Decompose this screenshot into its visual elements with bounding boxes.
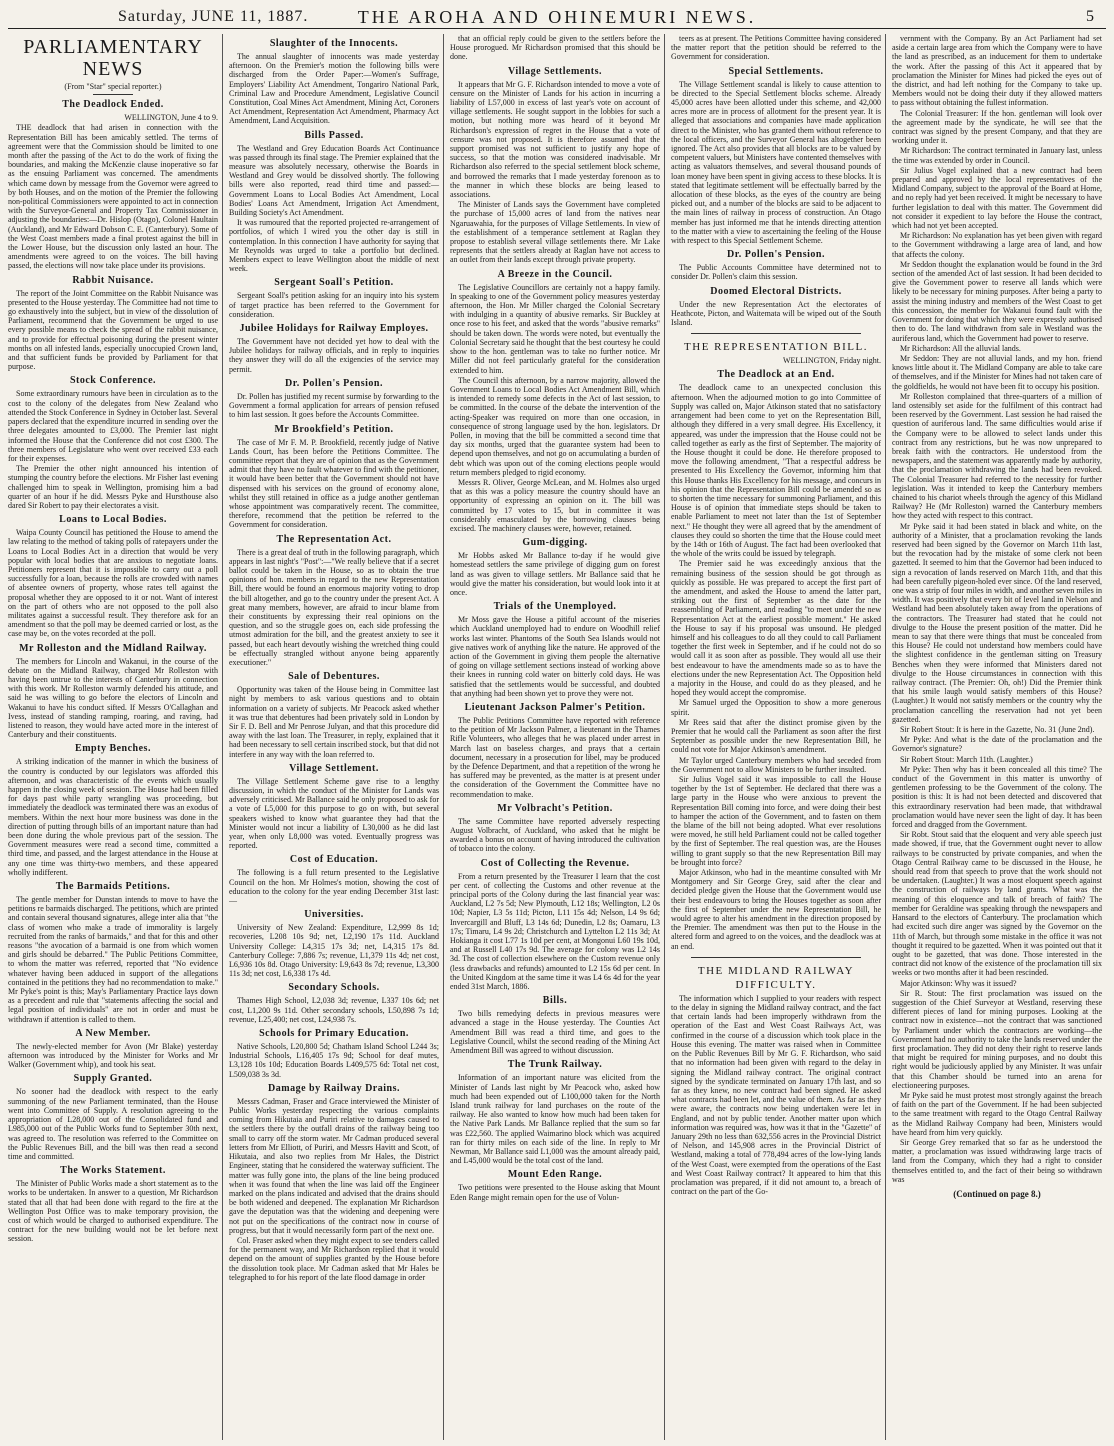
article-text: The same Committee have reported adversely respecting August Volbracht, of Auckland, who asked that he might be awarded a bonus on account of having introduced the cultivation of tobacco into the colony.	[450, 816, 660, 854]
article-heading: Village Settlements.	[507, 65, 603, 77]
article-text: The Village Settlement scandal is likely to cause attention to be directed to the Special Settlement blocks scheme. Already 45,000 acres have been allotted under this scheme, and 42,000 acres more are in process of allotment for the present year. It is alleged that associations and companies have made application direct to the Minister, who has granted them without reference to the local officers, and the Surveyor General has altogether been ignored. The Act also provides that all blocks are to be valued by competent valuers, but Ministers have contented themselves with acting as valuators themselves, and several thousand pounds of loan money have been spent in giving access to these blocks. It is stated that legitimate settlement will be effectually barred by the allocation of these blocks, as the eyes of the country are being picked out, and a number of the blocks are said to be adjacent to the main lines of railway in process of construction. An Otago member has just informed me that he intends directing attention to the matter with a view to ascertaining the feeling of the House with respect to this Special Settlement Scheme.	[671, 79, 881, 246]
article-text: Mr Hobbs asked Mr Ballance to-day if he would give homestead settlers the same privilege of digging gum on forest land as was given to village settlers. Mr Ballance said that he would give the matter his consideration, but would look into it at once.	[450, 551, 660, 597]
section-heading: THE MIDLAND RAILWAY DIFFICULTY.	[697, 964, 855, 991]
article-text: Sir Robt. Stout said that the eloquent and very able speech just made showed, if true, that the Government ought never to allow railways to be constructed by private companies, and when the Otago Central Railway came to be discussed in the House, he should read from that speech to prove that the work should not be undertaken. (Laughter.) It was a most eloquent speech against the construction of railways by land grants. What was the meaning of this eloquence and talk of breach of faith? The member for Geraldine was speaking through the newspapers and Hansard to the electors of Canterbury. The proclamation which had excited such dire anger was signed by the Governor on the 11th of March, but through some mistake in the office it was not thought it required to be gazetted. When it was pointed out that it ought to be gazetted, that was done. Those interested in the contract did not know of the existence of the proclamation till six weeks or two months after it had been rescinded.	[892, 830, 1102, 978]
article-text: It was rumoured that the reported projected re-arrangement of portfolios, of which I wired you the other day is still in contemplation. In this connection I have authority for saying that Mr Reynolds was urged to take a portfolio but declined. Members expect to leave Wellington about the middle of next week.	[229, 218, 439, 274]
article-heading: The Deadlock at an End.	[717, 369, 835, 381]
article-heading: Gum-digging.	[522, 537, 588, 549]
article-heading: The Barmaids Petitions.	[55, 881, 171, 893]
article-heading: Schools for Primary Education.	[259, 1028, 409, 1040]
article-heading: Trials of the Unemployed.	[493, 601, 617, 613]
article-text: The Minister of Lands says the Government have completed the purchase of 15,000 acres of land from the natives near Ngaruawahia, for the purposes of Village Settlements. In view of the establishment of a temperance settlement at Raglan they propose to establish several village settlements there. Mr Lake represents that the settlers already at Raglan have not access to an outlet from their lands except through private property.	[450, 200, 660, 265]
article-text: Mr Seddon: They are not alluvial lands, and my hon. friend knows little about it. The Midland Company are able to take care of themselves, and if the Minister for Mines had not taken care of the goldfields, he would not have been fit to occupy his position.	[892, 353, 1102, 391]
article-text: There is a great deal of truth in the following paragraph, which appears in last night's "Post":—"We really believe that if a secret ballot could be taken in the House, so as to obtain the true opinions of hon. members in regard to the new Representation Bill, there would be found an enormous majority voting to drop the bill altogether, and go to the country under the present Act. A great many members, however, are afraid to incur blame from their constituents by expressing their real opinions on the question, and so the struggle goes on, each side professing the utmost admiration for the bill, and the greatest anxiety to see it passed, but each heart devoutly wishing the wretched thing could be effectually strangled without anyone being apparently executioner."	[229, 547, 439, 667]
column-4	[671, 34, 886, 1440]
article-text: The Minister of Public Works made a short statement as to the works to be undertaken. In answer to a question, Mr Richardson stated that all that had been done with regard to the fire at the Wellington Post Office was to make temporary provision, the cost of which would be charged to authorised expenditure. The contract for the new building would not be let before next session.	[8, 1179, 218, 1244]
article-text: The Public Accounts Committee have determined not to consider Dr. Pollen's claim this session.	[671, 263, 881, 282]
article-heading: Jubilee Holidays for Railway Employes.	[239, 323, 429, 335]
article-heading: Damage by Railway Drains.	[268, 1082, 400, 1094]
dateline: WELLINGTON, June 4 to 9.	[124, 113, 218, 123]
article-text: Two bills remedying defects in previous measures were advanced a stage in the House yesterday. The Counties Act Amendment Bill was read a third time, and goes to the Legislative Council, whilst the second reading of the Mining Act Amendment Bill was agreed to without discussion.	[450, 1009, 660, 1056]
article-text: Information of an important nature was elicited from the Minister of Lands last night by Mr Peacock who, asked how much had been expended out of L100,000 taken for the North Island trunk railway for land purchases on the route of the railway. He also wanted to know how much had been taken for the Native Park Lands. Mr Ballance replied that the sum so far was £22,560. The applied Waimarino block which was acquired ran for thirty miles on each side of the line. In reply to Mr Newman, Mr Ballance said L1,000 was the amount already paid, and L45,000 would be the total cost of the land.	[450, 1073, 660, 1166]
article-text: The Premier said he was exceedingly anxious that the remaining business of the session should be got through as quickly as possible. He was prepared to accept the first part of the amendment, and asked the House to amend the latter part, striking out the first of September as the date for the reassembling of Parliament, and reading "to meet under the new Representation Act at the earliest possible moment." He asked the House to say if his proposal was unsound. He pledged himself and his colleagues to do all they could to call Parliament together the first week in September, and if he could not do so would call it as soon after as possible. They would all use their best endeavour to have the amendments made so as to have the elections under the new Representation Act. The Opposition held a majority in the House, and could do as they pleased, and he hoped they would accept the compromise.	[671, 559, 881, 698]
article-heading: The Representation Act.	[276, 533, 392, 545]
article-text: Sergeant Soall's petition asking for an inquiry into his system of target practice has been referred to the Government for consideration.	[229, 291, 439, 319]
article-text: Some extraordinary rumours have been in circulation as to the cost to the colony of the delegates from New Zealand who attended the Stock Conference in Sydney in October last. Several papers declared that the expenditure incurred in sending over the three delegates amounted to £3,000. The Premier last night informed the House that the Conference did not cost £300. The three members of Legislature who went over received £33 each for their expenses.	[8, 389, 218, 463]
article-text: The case of Mr F. M. P. Brookfield, recently judge of Native Lands Court, has been before the Petitions Committee. The committee report that they are of opinion that as the Government admit that they have no fault whatever to find with the petitioner, it would have been better that the Government should not have dispensed with his services on the ground of economy alone, whilst they still retained in office as a judge another gentleman whose appointment was comparatively recent. The committee, therefore, recommend that the petition be referred to the Government for consideration.	[229, 437, 439, 530]
article-heading: Village Settlement.	[289, 762, 379, 774]
article-text: A striking indication of the manner in which the business of the country is conducted by our legislators was afforded this afternoon, and was characteristic of the events which usually happen in the closing week of session. The House had been filled for days past while party wrangling was proceeding, but immediately the deadlock was terminated there was an exodus of members. Within the next hour more business was done in the direction of putting through bills of an important nature than had been done during the whole previous part of the session. The Government measures were read a second time, committed a third time, and passed, and the largest attendance in the House at any one time was thirty-two members, and these appeared wholly indifferent.	[8, 757, 218, 877]
article-heading: Lieutenant Jackson Palmer's Petition.	[464, 702, 646, 713]
article-text: It appears that Mr G. F. Richardson intended to move a vote of censure on the Minister of Lands for his action in incurring a liability of L57,000 in excess of last year's vote on account of village settlements. He sought support in the lobbies for such a motion, but nothing more was heard of it beyond Mr Richardson's expression of regret in the House that a vote of censure was not proposed. It is therefore assumed that the support promised was not sufficient to justify any hope of success, so that the motion was considered inadvisable. Mr Richardson also referred to the special settlement block scheme, and borrowed the remarks that I made yesterday forenoon as to the manner in which these blocks are being leased to associations.	[450, 79, 660, 200]
article-heading: Special Settlements.	[728, 65, 824, 77]
article-text: Under the new Representation Act the electorates of Heathcote, Picton, and Waitemata will be wiped out of the South Island.	[671, 299, 881, 328]
article-text: Mr Richardson: All the alluvial lands.	[900, 343, 1021, 353]
article-text: Native Schools, L20,800 5d; Chatham Island School L244 3s; Industrial Schools, L16,405 17s 9d; School for deaf mutes, L3,128 10s 10d; Education Boards L409,575 6d: Total net cost, L509,038 3s 3d.	[229, 1042, 439, 1079]
article-text: Messrs Cadman, Fraser and Grace interviewed the Minister of Public Works yesterday respecting the various complaints coming from Hikutaia and Puriri relative to damages caused to the settlers there by the outfall drains of the railway being too small to carry off the storm water. Mr Cadman produced several letters from Mr Elliott, of Puriri, and Messrs Havitt and Scott, of Hikutaia, and also two replies from Mr Hales, the District Engineer, stating that he considered the waterway sufficient. The matter was fully gone into, the plans of the line being produced when it was found that when the line was laid off the Engineer marked on the plans indicated and advised that the drains should be both widened and deepened. The explanation Mr Richardson gave the deputation was that the widening and deepening were not put on the specifications of the contract now in course of progress, but that it would necessarily form part of the next one.	[229, 1096, 439, 1235]
article-text: teers as at present. The Petitions Committee having considered the matter report that the petition should be referred to the Government for consideration.	[671, 34, 881, 62]
issue-date: Saturday, JUNE 11, 1887.	[118, 8, 309, 25]
article-text: Mr Samuel urged the Opposition to show a more generous spirit.	[671, 698, 881, 717]
article-text: Two petitions were presented to the House asking that Mount Eden Range might remain open for the use of Volun-	[450, 1183, 660, 1202]
article-text: Mr Pyke: Then why has it been concealed all this time? The conduct of the Government in this matter is unworthy of gentlemen professing to be the Government of the colony. The position is this: It is had not been detected and discovered that this extraordinary reservation had been made, that withdrawal proclamation would have never seen the light of day. It has been forced and dragged from the Government.	[892, 764, 1102, 830]
divider	[691, 333, 861, 334]
article-text: THE deadlock that had arisen in connection with the Representation Bill has been amicably settled. The terms of agreement were that the Commission should be limited to one month after the passing of the Act to do the work of fixing the boundaries, and making the McKenzie clause inoperative so far as the ensuing Parliament was concerned. The amendments which came down by message from the Governor were agreed to by both Houses, and on the motion of the Premier the following non-political Commissioners were appointed to act in connection with the Surveyor-General and Property Tax Commissioner in adjusting the boundaries:—Dr. Hislop (Otago), Colonel Haultain (Auckland), and Mr Edward Dobson C. E. (Canterbury). Some of the West Coast members made a final protest against the bill in the Lower House, but the discussion only lasted an hour. The amendments were agreed to on the voices. The bill having passed, the elections will now take place under its provisions.	[8, 123, 218, 271]
article-text: University of New Zealand: Expenditure, L2,999 8s 1d; recoveries, L208 10s 9d; net, L2,190 17s 11d. Auckland University College: L4,315 17s 3d; net, L4,315 17s 8d. Canterbury College: 7,886 7s; revenue, L1,379 11s 4d; net cost, L6,936 10s 8d. Otago University: L9,643 8s 7d; revenue, L3,300 11s 3d; net cost, L6,338 17s 4d.	[229, 923, 439, 979]
article-heading: Secondary Schools.	[288, 982, 380, 994]
divider	[691, 957, 861, 958]
article-text: The members for Lincoln and Wakanui, in the course of the debate on the Midland Railway, charged Mr Rolleston with having been untrue to the interests of Canterbury in connection with this work. Mr Rolleston warmly defended his attitude, and said he was willing to go before the electors of Lincoln and Wakanui to have his conduct sifted. If Messrs O'Callaghan and Ivess, instead of standing ramping, roaring, and raving, had listened to reason, they would have acted more in the interest of Canterbury and their constituents.	[8, 656, 218, 740]
article-heading: Bills Passed.	[304, 129, 364, 141]
article-text: vernment with the Company. By an Act Parliament had set aside a certain large area from which the Company were to have the land as prescribed, as an inducement for them to undertake the work. After the passing of this Act it appeared that by proclamation the Minister for Mines had picked the eyes out of the district, and had left nothing for the Company to take up. Members would not be doing their duty if they allowed matters to pass without obtaining the fullest information.	[892, 34, 1102, 108]
article-text: Mr Seddon thought the explanation would be found in the 3rd section of the amended Act of last session. It had been decided to give the Government power to reserve all lands which were likely to be necessary for mining purposes. After being a party to assist the mining industry and members of the West Coast to get this concession, the member for Wakanui found fault with the Government for doing that which they were expressly authorised then to do. The land withdrawn from sale in Westland was the auriferous land, which the Government had power to reserve.	[892, 259, 1102, 343]
article-heading: Mr Volbracht's Petition.	[497, 802, 613, 814]
article-heading: Rabbit Nuisance.	[72, 274, 154, 286]
newspaper-page	[8, 6, 1106, 1440]
article-text: Sir Julius Vogel explained that a new contract had been prepared and approved by the local representatives of the Midland Company, subject to the approval of the Board at Home, and no reply had yet been received. It might be necessary to have further legislation to deal with this matter. The Government did not consider it expedient to lay before the House the contract, which had not yet been accepted.	[892, 165, 1102, 231]
article-heading: A Breeze in the Council.	[497, 268, 613, 280]
article-heading: Sergeant Soall's Petition.	[274, 277, 394, 289]
article-heading: Supply Granted.	[73, 1073, 153, 1085]
article-text: Mr Rolleston complained that three-quarters of a million of land ostensibly set aside for the fulfilment of this contract had been reserved by the Government. Last session he had raised the question of auriferous land. The same difficulties would arise if the Company were to be allowed to select lands under this contract from any restrictions, but he was now unprepared to break faith with the contractors. He understood from the newspapers, and the statement was apparently made by authority, that the proclamation withdrawing the lands had been revoked. The Colonial Treasurer had referred to the necessity for further legislation. Was it intended to keep the Canterbury members chained to his chariot wheels through the agency of this Midland Railway? He (Mr Rolleston) warned the Canterbury members how they acted with respect to this contract.	[892, 391, 1102, 521]
column-3	[450, 34, 665, 1440]
article-text: The Premier the other night announced his intention of stumping the country before the elections. Mr Fisher last evening challenged him to speak in Wellington, promising him a bad quarter of an hour if he did. Messrs Pyke and Hursthouse also dared Sir Robert to pay their electorates a visit.	[8, 464, 218, 510]
section-title: PARLIAMENTARY NEWS	[23, 36, 203, 80]
article-text: The Public Petitions Committee have reported with reference to the petition of Mr Jackson Palmer, a lieutenant in the Thames Rifle Volunteers, who alleges that he was placed under arrest in March last on baseless charges, and prays that a certain document, necessary in a prosecution for libel, may be produced by the Defence Department, and that a repetition of the wrong he has suffered may be prevented, as the matter is at present under the consideration of the Government the Committee have no recommendation to make.	[450, 716, 660, 799]
page-number: 5	[1086, 8, 1094, 25]
article-text: The Council this afternoon, by a narrow majority, allowed the Government Loans to Local Bodies Act Amendment Bill, which is intended to remedy some defects in the Act of last session, to be committed. In the course of the debate the intervention of the acting-Speaker was required on more than one occasion, in consequence of strong language used by the hon. legislators. Dr Pollen, in moving that the bill be committed a second time that day six months, urged that the guarantee system had been to depend upon themselves, and not go on accumulating a burden of debt which was upon out of the coming elections people would return members pledged to rigid economy.	[450, 375, 660, 477]
article-text: The newly-elected member for Avon (Mr Blake) yesterday afternoon was introduced by the Minister for Works and Mr Walker (Government whip), and took his seat.	[8, 1041, 218, 1070]
article-text: Waipa County Council has petitioned the House to amend the law relating to the method of taking polls of ratepayers under the Loans to Local Bodies Act in a direction that would be very popular with local bodies that are anxious to negotiate loans. Petitioners represent that it is impossible to carry out a poll successfully for a loan, because the rolls are crowded with names of absentee owners of property, whose rates tell against the proposal whether they are opposed to it or not. Want of interest on the part of others who are not opposed to the poll also militates against a successful result. They therefore ask for an amendment so that the poll may be deemed carried or lost, as the case may be, on the votes recorded at the poll.	[8, 528, 218, 639]
article-text: No sooner had the deadlock with respect to the early summoning of the new Parliament terminated, than the House went into Committee of Supply. A resolution agreeing to the appropriation of L28,000 out of the Consolidated fund and L985,000 out of the Public Works fund to September 30th next, was agreed to. The resolution was referred to the Committee on the Public Revenues Bill, and the bill was then read a second time and committed.	[8, 1087, 218, 1161]
article-heading: Dr. Pollen's Pension.	[285, 377, 383, 389]
article-text: The following is a full return presented to the Legislative Council on the hon. Mr Holmes's motion, showing the cost of education to the colony for the year ending December 31st last:—	[229, 868, 439, 906]
article-heading: The Trunk Railway.	[507, 1059, 603, 1071]
article-text: The Government have not decided yet how to deal with the Jubilee holidays for railway officials, and in reply to inquiries they answer they will do all the exigencies of the service may permit.	[229, 337, 439, 374]
article-text: Dr. Pollen has justified my recent surmise by forwarding to the Government a formal application for arrears of pension refused to him last session. It goes before the Accounts Committee.	[229, 391, 439, 420]
article-heading: Dr. Pollen's Pension.	[727, 249, 825, 261]
column-2	[229, 34, 444, 1440]
article-text: From a return presented by the Treasurer I learn that the cost per cent. of collecting the Customs and other revenue at the principal ports of the Colony during the last financial year was: Auckland, L2 7s 5d; New Plymouth, L12 18s; Wellington, L2 0s 10d; Napier, L3 5s 11d; Picton, L11 15s 4d; Nelson, L4 9s 6d; Invercargill and Bluff, L3 14s 6d; Dunedin, L2 8s; Oamaru, L3 17s; Timaru, L4 9s 2d; Christchurch and Lyttelton L2 11s 3d; At Hokianga it cost L77 1s 10d per cent, at Mongonui L60 19s 10d, and at Russell L40 17s 9d. The average for colony was L2 14s 3d. The cost of collection elsewhere on the Custom revenue only (less drawbacks and refunds) amounted to L2 15s 6d per cent. In the United Kingdom at the same time it was L4 6s 4d for the year ended 31st March, 1886.	[450, 871, 660, 992]
column-1	[8, 34, 223, 1440]
article-text: Opportunity was taken of the House being in Committee last night by members to ask various questions and to obtain information on a variety of subjects. Mr Peacock asked whether it was true that debentures had been privately sold in London by Sir F. D. Bell and Mr Penrose Julyan, and that this procedure did away with the last loan. The Treasurer, in reply, explained that it had been necessary to sell certain inscribed stock, but that did not interfere in any way with the loan referred to.	[229, 685, 439, 759]
article-heading: Doomed Electoral Districts.	[710, 285, 842, 297]
article-heading: The Deadlock Ended.	[62, 99, 164, 111]
article-text: Mr Moss gave the House a pitiful account of the miseries which Auckland unemployed had to endure on Woodhill relief works last winter. Phantoms of the South Sea Islands would not give natives work of anything like the nature. He approved of the action of the Government in giving them people the alternative of going on village settlement sections instead of working above their knees in running cold water on bitterly cold days. He was satisfied that the settlements would be successful, and doubted that anything had been shown yet to prove they were not.	[450, 615, 660, 698]
article-text: Sir George Grey remarked that so far as he understood the matter, a proclamation was issued withdrawing large tracts of land from the Company, which they had a right to consider themselves entitled to, and the fact of their being so withdrawn was	[892, 1137, 1102, 1184]
column-5	[892, 34, 1106, 1440]
article-text: The report of the Joint Committee on the Rabbit Nuisance was presented to the House yesterday. The Committee had not time to go exhaustively into the subject, but in view of the dissolution of Parliament, recommend that the Government be urged to use every possible means to check the spread of the rabbit nuisance, and to provide for effectual poisoning during the present winter months on all infested lands, especially unoccupied Crown land, and that sufficient funds be provided by Parliament for that purpose.	[8, 288, 218, 372]
columns	[8, 34, 1106, 1440]
source-note: (From "Star" special reporter.)	[64, 82, 162, 91]
article-heading: Cost of Collecting the Revenue.	[480, 857, 630, 869]
article-heading: Empty Benches.	[75, 743, 151, 755]
article-text: Col. Fraser asked when they might expect to see tenders called for the permanent way, and Mr Richardson replied that it would depend on the amount of supplies granted by the House before the dissolution took place. Mr Cadman asked that Mr Hales be telegraphed to for his report of the late flood damage in order	[229, 1235, 439, 1282]
article-heading: A New Member.	[75, 1027, 151, 1039]
article-text: Sir Robert Stout: March 11th. (Laughter.)	[900, 754, 1033, 764]
article-text: The Legislative Councillors are certainly not a happy family. In speaking to one of the Government policy measures yesterday afternoon, the Hon. Mr Miller charged the Colonial Secretary with indulging in a quantity of abusive remarks. Sir Buckley at once rose to his feet, and asked that the words "abusive remarks" should be taken down. The words were noted, but eventually the Colonial Secretary said he thought that the best courtesy he could show to the hon. gentleman was to take no further notice. Mr Miller did not feel particularly grateful for the consideration extended to him.	[450, 282, 660, 375]
article-heading: Cost of Education.	[289, 854, 379, 866]
article-heading: Mr Rolleston and the Midland Railway.	[19, 642, 207, 654]
article-heading: Mr Brookfield's Petition.	[274, 423, 394, 435]
article-text: Mr Pyke said he must protest most strongly against the breach of faith on the part of the Government. If he had been subjected to the same treatment with regard to the Otago Central Railway as the Midland Railway Company had been, Ministers would have heard from him very quickly.	[892, 1090, 1102, 1137]
article-text: Mr Richardson: The contract terminated in January last, unless the time was extended by order in Council.	[892, 146, 1102, 165]
article-text: Messrs R. Oliver, George McLean, and M. Holmes also urged that as this was a policy measure the country should have an opportunity of expressing an opinion on it. The bill was committed by 17 votes to 15, but in committee it was considerably emasculated by the borrowing clauses being excised. The machinery clauses were, however, retained.	[450, 477, 660, 533]
article-text: Mr Pyke: And what is the date of the proclamation and the Governor's signature?	[892, 735, 1102, 754]
article-text: Thames High School, L2,038 3d; revenue, L337 10s 6d; net cost, L1,200 9s 11d. Other secondary schools, L50,898 7s 1d; revenue, L25,400; net cost, L24,938 7s.	[229, 996, 439, 1024]
newspaper-title: THE AROHA AND OHINEMURI NEWS.	[357, 7, 757, 27]
continued-note: (Continued on page 8.)	[953, 1188, 1041, 1199]
article-text: Mr Rees said that after the distinct promise given by the Premier that he would call the Parliament as soon after the first September as possible under the new Representation Bill, he could not vote for Major Atkinson's amendment.	[671, 717, 881, 755]
article-text: Major Atkinson: Why was it issued?	[900, 978, 1017, 988]
article-text: that an official reply could be given to the settlers before the House prorogued. Mr Richardson promised that this should be done.	[450, 34, 660, 62]
article-text: Sir Julius Vogel said it was impossible to call the House together by the 1st of September. He declared that there was a large party in the House who were anxious to prevent the Representation Bill coming into force, and were doing their best to hamper the action of the Government, and to fasten on them the blame of the bill not being adopted. What ever resolutions were moved, he still held Parliament could not be called together by the first of September. The real question was, are the Houses willing to grant supply so that the new Representation Bill may be brought into force?	[671, 775, 881, 867]
article-text: The deadlock came to an unexpected conclusion this afternoon. When the adjourned motion to go into Committee of Supply was called on, Major Atkinson stated that no satisfactory arrangement had been come to yet on the Representation Bill, although they differed in a very small degree. His Excellency, it appeared, was under the impression that the House could not be called together as early as the first of September. The majority of the House thought it could be done. He therefore proposed to move the following amendment, "That a respectful address be presented to His Excellency the Governor, informing him that this House thanks His Excellency for his message, and concurs in his opinion that the Representation Bill could be amended so as to shorten the time necessary for summoning Parliament, and this House is of opinion that immediate steps should be taken to enable Parliament to meet not later than the 1st of September next." He thought they were all agreed that by the amendment of clauses they could so shorten the time that the House could meet by the 14th or 16th of August. The fact had been overlooked that the whole of the writs could be issued by telegraph.	[671, 383, 881, 559]
masthead	[8, 6, 1106, 29]
article-heading: Slaughter of the Innocents.	[269, 38, 399, 49]
article-heading: Sale of Debentures.	[288, 671, 380, 683]
article-heading: Loans to Local Bodies.	[59, 514, 167, 526]
article-text: The information which I supplied to your readers with respect to the delay in signing the Midland railway contract, and the fact that certain lands had been improperly withdrawn from the operation of the East and West Coast Railways Act, was confirmed in the course of a discussion which took place in the House this evening. The matter was raised when in Committee on the Public Revenues Bill by Mr G. F. Richardson, who said that no information had been given with regard to the delay in signing the Midland railway contract. The original contract signed by the syndicate terminated on January 17th last, and so far as they knew, no new contract had been signed. He asked what contracts had been let, and the value of them. As far as they were aware, the contracts now being undertaken were let in England, and not by public tender. Another matter upon which information was required was, how was it that in the "Gazette" of January 29th no less than 632,556 acres in the Provincial District of Nelson, and 145,908 acres in the Provincial District of Westland, making a total of 778,494 acres of the low-lying lands of the West Coast, were exempted from the operations of the East and West Coast Railway contract? It appeared to him that this proclamation was prepared, if it did not amount to, a breach of contract on the part of the Go-	[671, 993, 881, 1197]
article-text: Mr Richardson: No explanation has yet been given with regard to the Government withdrawing a large area of land, and how that affects the colony.	[892, 231, 1102, 259]
article-text: The annual slaughter of innocents was made yesterday afternoon. On the Premier's motion the following bills were discharged from the Order Paper:—Women's Suffrage, Employers' Liability Act Amendment, Tongariro National Park, Criminal Law and Procedure Amendment, Legislative Council Constitution, Coal Mines Act Amendment, Mining Act, Coroners Act Amendment, Representation Act Amendment, Pharmacy Act Amendment, Land Acquisition.	[229, 52, 439, 126]
article-text: Sir Robert Stout: It is here in the Gazette, No. 31 (June 2nd).	[900, 725, 1095, 735]
article-heading: Mount Eden Range.	[507, 1169, 603, 1181]
article-text: Mr Taylor urged Canterbury members who had seceded from the Government not to allow Ministers to be further insulted.	[671, 755, 881, 774]
divider	[93, 94, 133, 95]
article-text: Mr Pyke said it had been stated in black and white, on the authority of a Minister, that a proclamation revoking the lands reserved had been signed by the Governor on March 11th last, but the revocation had by the mistake of some clerk not been gazetted. It seemed to him that the Governor had been induced to sign a revocation of lands reserved on March 11th, and that this had been carefully pigeon-holed ever since. Of the land reserved, one was a strip of four miles in width, and another seven miles in width. It was positively that every bit of level land in Nelson and Westland had been absolutely taken away from the operations of the contractors. The Treasurer had stated that he could not divulge to the House the present position of the matter. Did he mean to say that there were things that must be concealed from this House? He could not understand how members could have the slightest confidence in the gentleman sitting on Treasury Benches when they were informed that Ministers dared not divulge to the House circumstances in connection with this railway contract. (The Premier: Oh, oh!) Did the Premier think that his smile laugh would satisfy members of this House? (Laughter.) It would not satisfy members or the country why the proclamation cancelling the reservation had not yet been gazetted.	[892, 521, 1102, 724]
article-text: The Westland and Grey Education Boards Act Continuance was passed through its final stage. The Premier explained that the measure was absolutely necessary, otherwise the Boards in Westland and Grey would be dissolved shortly. The following bills were also reported, read third time and passed:—Government Loans to Local Bodies Act Amendment, Local Bodies' Loans Act Amendment, Irrigation Act Amendment, Building Society's Act Amendment.	[229, 143, 439, 218]
article-heading: Universities.	[304, 909, 364, 921]
article-text: The gentle member for Dunstan intends to move to have the petitions re barmaids discharged. The petitions, which are printed and contain several thousand signatures, allege inter alia that "the class of women who make a trade of immorality is largely recruited from the ranks of barmaids," and that for this and other reasons "the avocation of a barmaid is one from which women and girls should be debarred." The Public Petitions Committee, to whom the matter was referred, reported that "No evidence whatever having been adduced in support of the allegations contained in the petitions they had no recommendation to make." Mr Pyke's point is this; May's Parliamentary Practice lays down as a precedent and rule that "statements affecting the social and legal position of individuals" are not in order and must be withdrawn if attention is called to them.	[8, 895, 218, 1024]
article-heading: Bills.	[542, 995, 568, 1007]
article-text: Sir R. Stout: The first proclamation was issued on the suggestion of the Chief Surveyor at Westland, reserving these different pieces of land for mining purposes. Looking at the contract now in existence—not the contract that was sanctioned by Parliament under which the contractors are working—the Government had no authority to take the lands reserved under the first proclamation. They did not deny their right to reserve lands that might be required for mining purposes, and no doubt this right would be judiciously applied by any Minister. It was unfair that this Chamber should be turned into an arena for electioneering purposes.	[892, 988, 1102, 1090]
section-heading: THE REPRESENTATION BILL.	[684, 341, 868, 354]
article-text: The Colonial Treasurer: If the hon. gentleman will look over the agreement made by the syndicate, he will see that the contract was signed by the present Company, and that they are working under it.	[892, 108, 1102, 146]
article-heading: The Works Statement.	[60, 1165, 166, 1177]
article-text: Major Atkinson, who had in the meantime consulted with Mr Montgomery and Sir George Grey, said after the clear and decided pledge given the House that the Government would use their best endeavours to bring the Houses together as soon after the first of September under the new Representation Bill, he would agree to alter his amendment in the direction proposed by the Premier. The amendment was then put to the House in the altered form and agreed to on the voices, and the deadlock was at an end.	[671, 868, 881, 951]
dateline: WELLINGTON, Friday night.	[782, 356, 881, 366]
article-heading: Stock Conference.	[69, 375, 157, 387]
article-text: The Village Settlement Scheme gave rise to a lengthy discussion, in which the conduct of the Minister for Lands was adversely criticised. Mr Ballance said he only proposed to ask for a vote of L5,000 for this purpose to go on with, but several speakers wished to know what guarantee they had that the Minister would not incur a liability of L30,000 as he did last year, when only L8,000 was voted. Eventually progress was reported.	[229, 776, 439, 851]
